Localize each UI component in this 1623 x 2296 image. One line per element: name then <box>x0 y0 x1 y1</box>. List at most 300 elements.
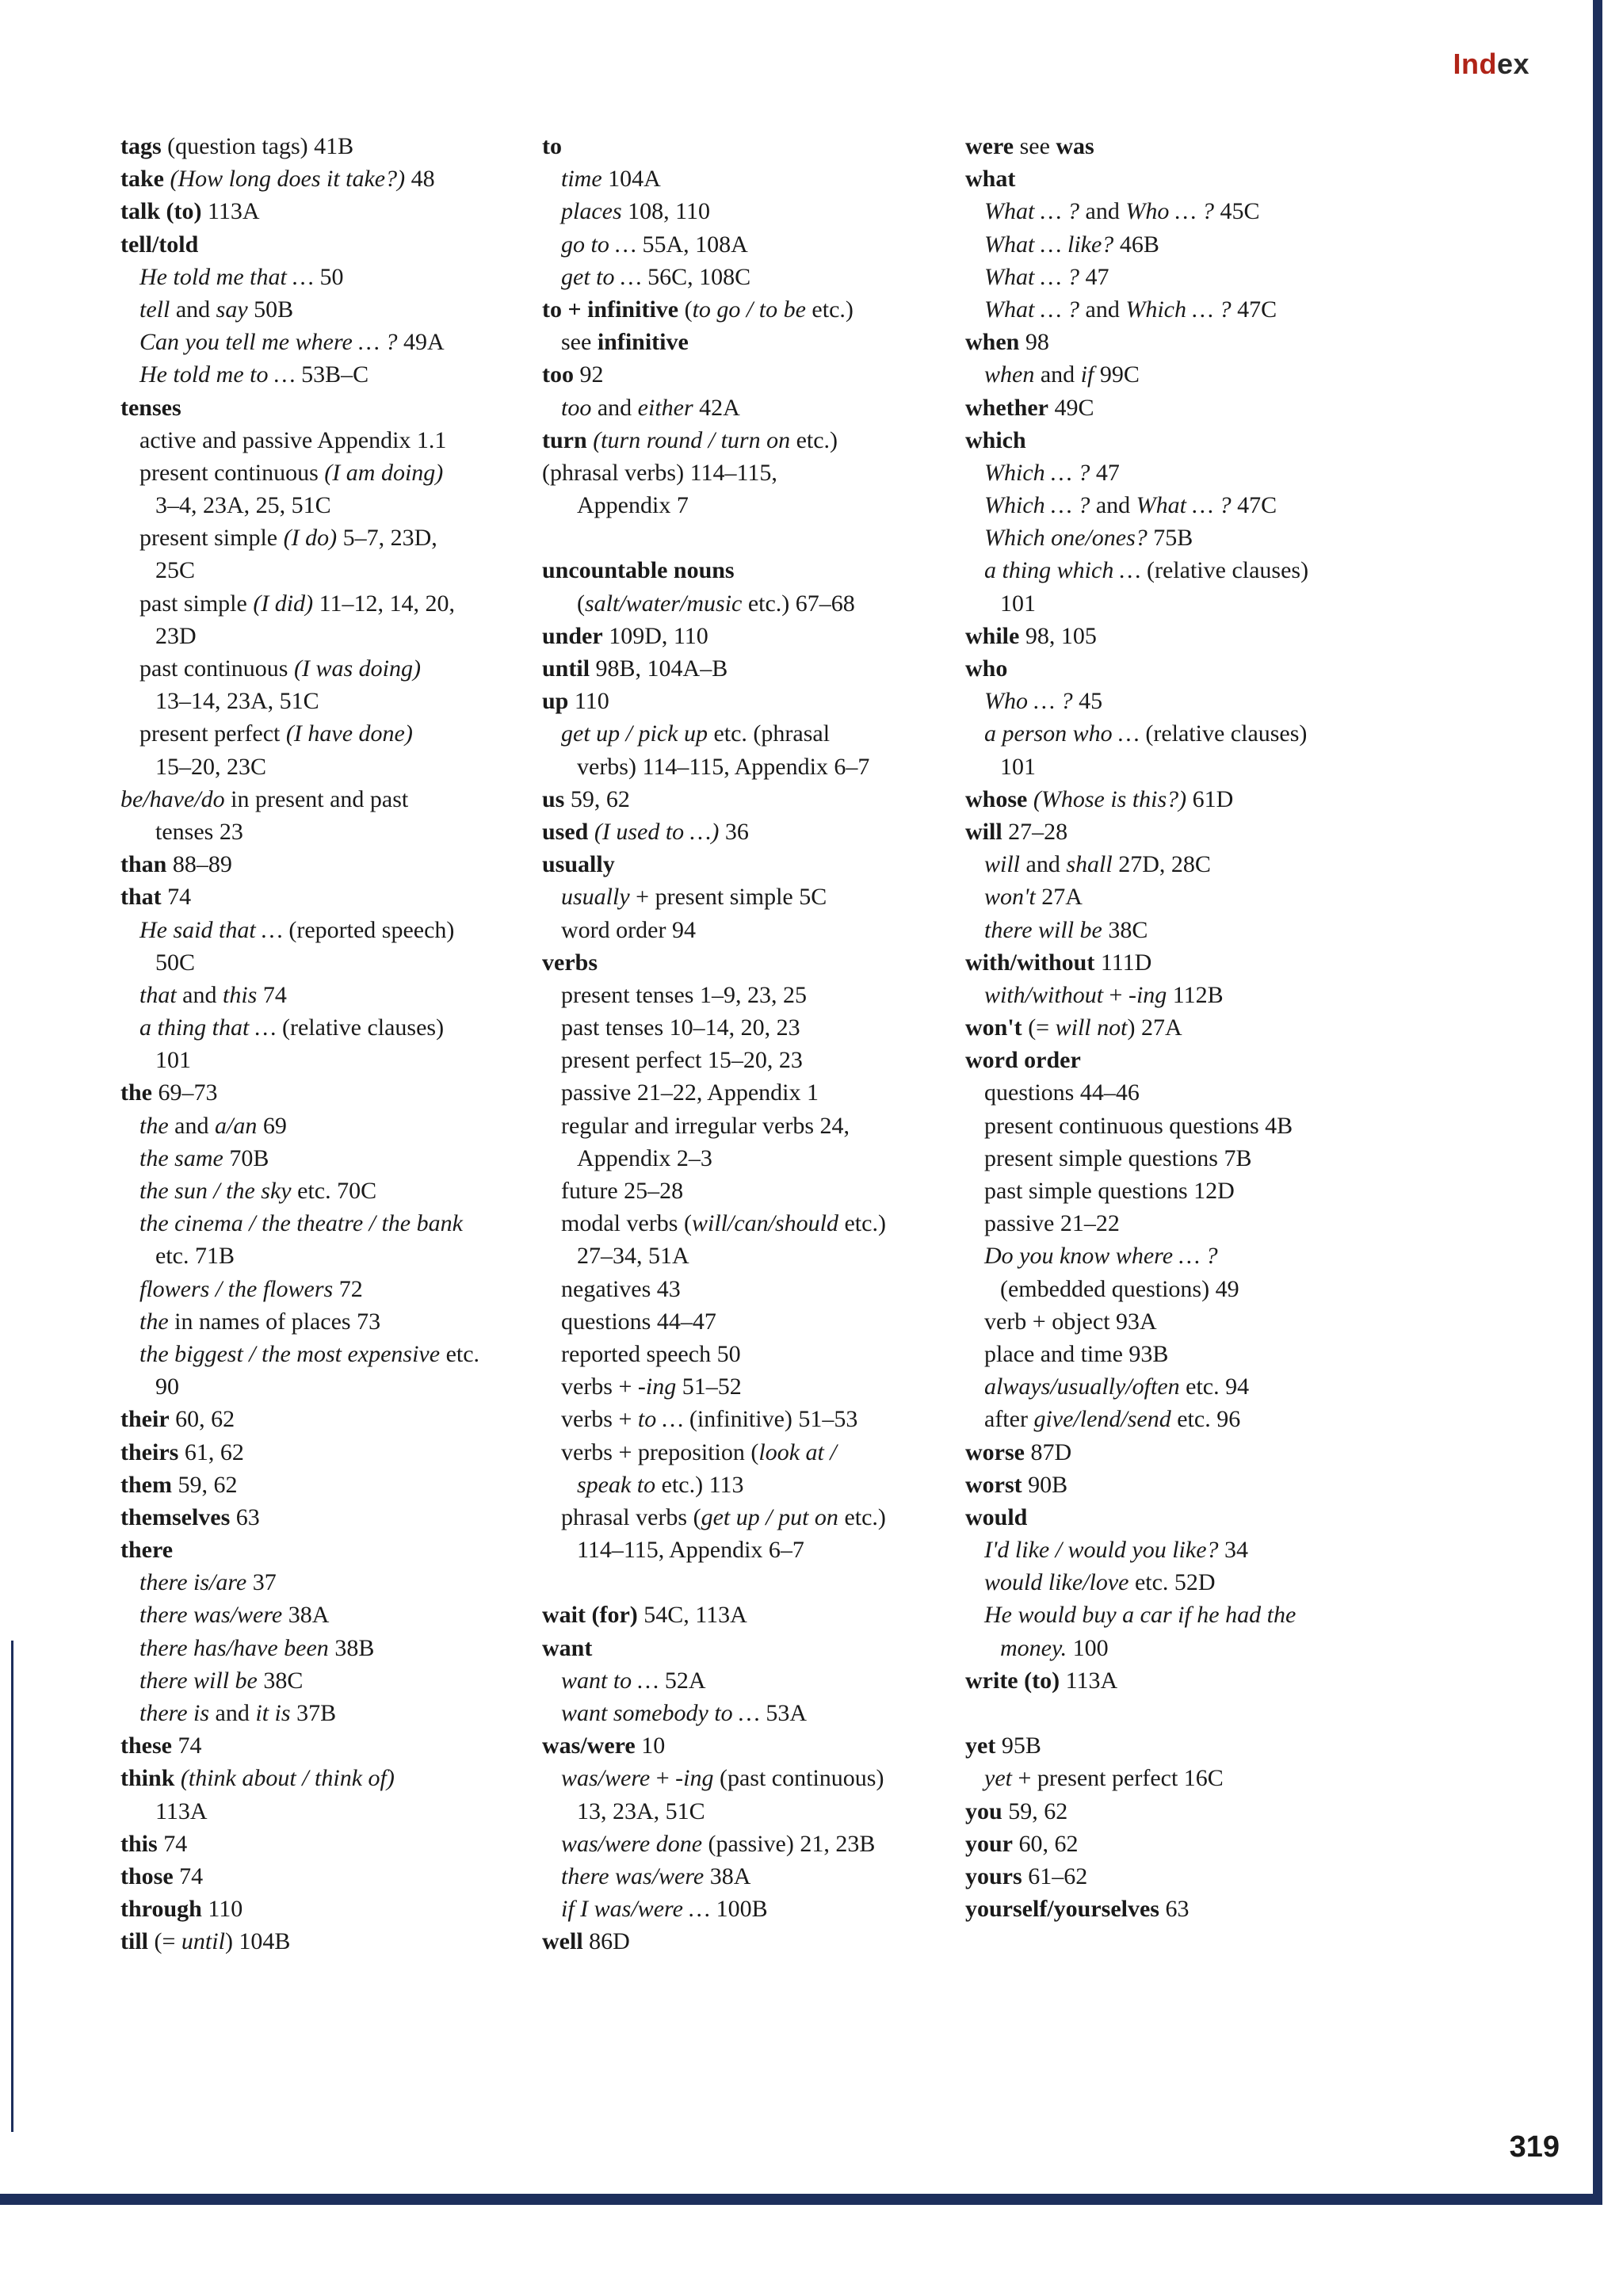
entry-example: Which … ? <box>984 492 1090 519</box>
index-subentry <box>965 261 1308 293</box>
entry-term: this <box>120 1830 158 1857</box>
index-entry <box>965 783 1308 816</box>
entry-text <box>174 1765 181 1791</box>
entry-text: 61, 62 <box>178 1438 244 1465</box>
entry-term: which <box>965 426 1026 453</box>
entry-text: + present simple 5C <box>629 884 827 911</box>
entry-text: future 25–28 <box>561 1178 684 1204</box>
index-entry <box>120 1534 479 1566</box>
index-entry <box>120 1893 479 1925</box>
entry-example: usually <box>561 884 630 911</box>
entry-text: 23D <box>155 622 197 649</box>
entry-text: 51–52 <box>676 1373 742 1400</box>
entry-text: 113A <box>201 198 260 225</box>
entry-text: 53A <box>759 1700 807 1726</box>
index-subentry <box>542 1403 886 1435</box>
entry-example: look at / <box>758 1438 837 1465</box>
index-subentry <box>542 1076 886 1109</box>
entry-example: -ing <box>1128 981 1167 1008</box>
entry-example: speak to <box>577 1471 656 1498</box>
index-subentry <box>965 1534 1308 1566</box>
index-subentry <box>542 1338 886 1370</box>
entry-text: 69–73 <box>152 1079 218 1106</box>
index-subentry <box>542 717 886 750</box>
entry-term: us <box>542 785 565 812</box>
page-number: 319 <box>1509 2130 1560 2164</box>
index-subentry <box>542 979 886 1011</box>
page-edge-border-bottom <box>0 2194 1602 2205</box>
entry-example: (Whose is this?) <box>1033 785 1187 812</box>
entry-text: 75B <box>1147 525 1193 552</box>
entry-text: 48 <box>405 166 435 193</box>
entry-term: write (to) <box>965 1667 1060 1694</box>
index-entry <box>542 1632 886 1664</box>
entry-text: 90B <box>1022 1471 1068 1498</box>
index-entry <box>965 1044 1308 1076</box>
index-subentry <box>120 1273 479 1305</box>
index-entry <box>965 392 1308 424</box>
entry-example: was/were <box>561 1765 651 1792</box>
index-subentry <box>120 554 479 586</box>
entry-text: 52A <box>659 1667 706 1694</box>
index-subentry <box>120 1664 479 1697</box>
entry-text: 25C <box>155 557 196 584</box>
entry-text: etc.) <box>838 1503 886 1530</box>
index-subentry <box>965 1566 1308 1599</box>
index-subentry <box>120 816 479 848</box>
entry-example: the <box>139 1308 169 1335</box>
entry-example: go to … <box>561 231 637 258</box>
entry-term: turn <box>542 426 587 453</box>
index-subentry <box>120 521 479 554</box>
entry-example: either <box>637 394 693 421</box>
entry-example: Which one/ones? <box>984 525 1148 552</box>
entry-text: present continuous questions 4B <box>984 1112 1293 1139</box>
index-subentry <box>542 751 886 783</box>
index-entry <box>120 195 479 227</box>
index-subentry <box>965 521 1308 554</box>
entry-example: He told me that … <box>139 263 314 290</box>
entry-text: 113A <box>155 1797 208 1824</box>
index-subentry <box>542 1534 886 1566</box>
entry-example: flowers / the flowers <box>139 1275 334 1302</box>
entry-text: 37B <box>290 1700 337 1726</box>
entry-text: 38C <box>1102 916 1148 943</box>
entry-example: (I was doing) <box>294 655 421 682</box>
index-entry <box>965 1795 1308 1828</box>
entry-text: 108, 110 <box>621 198 711 225</box>
index-entry <box>542 620 886 652</box>
index-entry <box>542 424 886 457</box>
index-subentry <box>965 1632 1308 1664</box>
index-entry <box>542 783 886 816</box>
index-subentry <box>965 1110 1308 1142</box>
entry-text: 72 <box>333 1275 363 1302</box>
index-subentry <box>542 195 886 227</box>
index-subentry <box>542 1436 886 1469</box>
entry-term: whether <box>965 394 1048 421</box>
entry-text: negatives 43 <box>561 1275 681 1302</box>
index-entry <box>542 1729 886 1762</box>
index-subentry <box>965 881 1308 913</box>
entry-term: than <box>120 851 167 878</box>
entry-text: ) 104B <box>224 1928 291 1955</box>
entry-text: questions 44–46 <box>984 1079 1140 1106</box>
entry-text: 60, 62 <box>169 1406 235 1433</box>
index-entry <box>120 1403 479 1435</box>
entry-example: Can you tell me where … ? <box>139 329 398 356</box>
page-header-index <box>1453 48 1529 81</box>
index-subentry <box>965 1076 1308 1109</box>
entry-term: tags <box>120 133 162 159</box>
index-subentry <box>120 751 479 783</box>
entry-example: will not <box>1055 1014 1128 1041</box>
entry-text: present perfect 15–20, 23 <box>561 1047 803 1074</box>
entry-text: past continuous <box>139 655 294 682</box>
entry-text: 10 <box>635 1733 666 1759</box>
entry-text: and <box>1020 851 1067 878</box>
entry-example: time <box>561 166 602 193</box>
index-entry <box>965 1501 1308 1534</box>
entry-text: past tenses 10–14, 20, 23 <box>561 1014 800 1041</box>
entry-text <box>164 166 170 192</box>
entry-text: see <box>1014 133 1056 159</box>
entry-text: 56C, 108C <box>641 263 751 290</box>
entry-term: to + infinitive <box>542 296 679 323</box>
entry-text: etc. 96 <box>1170 1406 1241 1433</box>
entry-text: etc. 71B <box>155 1243 235 1270</box>
entry-text: 90 <box>155 1373 179 1400</box>
index-subentry <box>120 717 479 750</box>
index-subentry <box>542 1664 886 1697</box>
index-subentry <box>120 1044 479 1076</box>
entry-text: 110 <box>201 1896 243 1923</box>
entry-example: I'd like / would you like? <box>984 1537 1219 1564</box>
index-subentry <box>120 1697 479 1729</box>
index-entry <box>542 130 886 162</box>
entry-text: verbs + <box>561 1373 638 1400</box>
entry-text: present tenses 1–9, 23, 25 <box>561 981 807 1008</box>
index-subentry <box>965 293 1308 326</box>
entry-text: 61–62 <box>1022 1862 1088 1889</box>
index-subentry <box>542 326 886 358</box>
entry-text: 27–34, 51A <box>577 1243 689 1270</box>
index-subentry <box>120 620 479 652</box>
entry-example: the same <box>139 1144 223 1171</box>
entry-text: 38B <box>328 1634 375 1661</box>
entry-text: etc.) <box>790 426 838 453</box>
entry-text: 37 <box>246 1569 277 1596</box>
entry-text: 98B, 104A–B <box>590 655 728 682</box>
entry-text: 60, 62 <box>1013 1830 1079 1857</box>
entry-text: ) 27A <box>1127 1014 1182 1041</box>
entry-term: was/were <box>542 1733 636 1759</box>
index-subentry <box>120 1338 479 1370</box>
entry-text: passive 21–22, Appendix 1 <box>561 1079 819 1106</box>
entry-text: 74 <box>257 981 287 1008</box>
entry-example: a person who … <box>984 720 1140 747</box>
entry-term: infinitive <box>597 329 689 356</box>
entry-example: He told me to … <box>139 361 296 388</box>
entry-text: 3–4, 23A, 25, 51C <box>155 492 331 519</box>
index-entry <box>542 1599 886 1631</box>
entry-term: want <box>542 1634 593 1661</box>
entry-term: you <box>965 1797 1002 1824</box>
entry-example: the biggest / the most expensive <box>139 1340 441 1367</box>
index-subentry <box>120 326 479 358</box>
entry-text: 63 <box>1159 1896 1190 1923</box>
entry-term: themselves <box>120 1503 231 1530</box>
entry-text: etc. (phrasal <box>707 720 831 747</box>
index-subentry <box>965 587 1308 620</box>
entry-text: 63 <box>230 1503 260 1530</box>
index-subentry <box>120 979 479 1011</box>
entry-term: yet <box>965 1733 996 1759</box>
entry-term: verbs <box>542 949 598 976</box>
entry-term: who <box>965 655 1008 682</box>
entry-text: present simple questions 7B <box>984 1144 1252 1171</box>
index-subentry <box>965 1207 1308 1240</box>
index-subentry <box>965 1338 1308 1370</box>
entry-example: -ing <box>675 1765 714 1792</box>
index-entry <box>120 848 479 881</box>
entry-term: with/without <box>965 949 1095 976</box>
index-subentry <box>965 1403 1308 1435</box>
entry-example: get up / pick up <box>561 720 708 747</box>
entry-text: 98 <box>1019 329 1049 356</box>
index-entry <box>965 1729 1308 1762</box>
entry-term: uncountable nouns <box>542 557 735 584</box>
entry-term: worse <box>965 1438 1025 1465</box>
entry-text: verbs + <box>561 1406 638 1433</box>
index-entry <box>542 1925 886 1958</box>
entry-term: tenses <box>120 394 181 421</box>
index-subentry <box>965 979 1308 1011</box>
entry-example: if <box>1080 361 1094 388</box>
entry-example: always/usually/often <box>984 1373 1180 1400</box>
entry-term: the <box>120 1079 152 1106</box>
entry-text: 101 <box>1000 753 1036 780</box>
entry-example: Who … ? <box>984 688 1073 715</box>
entry-text: questions 44–47 <box>561 1308 716 1335</box>
entry-example: too <box>561 394 592 421</box>
entry-text: 104A <box>601 166 661 193</box>
index-subentry <box>965 554 1308 586</box>
entry-text: 74 <box>173 1862 204 1889</box>
index-entry <box>120 1501 479 1534</box>
entry-text: (embedded questions) 49 <box>1000 1275 1239 1302</box>
index-subentry <box>542 1795 886 1828</box>
index-entry <box>120 1729 479 1762</box>
entry-text: (relative clauses) <box>1140 557 1309 584</box>
index-subentry <box>120 424 479 457</box>
entry-term: to <box>542 133 562 159</box>
entry-text: verbs + preposition ( <box>561 1438 759 1465</box>
entry-text: 27D, 28C <box>1112 851 1211 878</box>
entry-term: when <box>965 329 1020 356</box>
entry-text: active and passive Appendix 1.1 <box>139 426 447 453</box>
entry-example: -ing <box>637 1373 677 1400</box>
index-subentry <box>120 489 479 521</box>
index-entry <box>965 424 1308 457</box>
entry-example: get to … <box>561 263 642 290</box>
entry-text: 74 <box>171 1733 202 1759</box>
entry-text: Appendix 2–3 <box>577 1144 712 1171</box>
entry-example: What … ? <box>1136 492 1232 519</box>
index-subentry <box>965 685 1308 717</box>
entry-text: etc.) <box>805 296 854 323</box>
entry-term: well <box>542 1928 583 1955</box>
entry-term: till <box>120 1928 148 1955</box>
entry-example: What … ? <box>984 198 1079 225</box>
index-subentry <box>542 1828 886 1860</box>
index-subentry <box>965 1142 1308 1175</box>
entry-example: with/without <box>984 981 1104 1008</box>
entry-text: place and time 93B <box>984 1340 1169 1367</box>
entry-text: 38A <box>282 1602 330 1629</box>
entry-text: (phrasal verbs) 114–115, <box>542 459 777 486</box>
index-subentry <box>120 685 479 717</box>
index-entry <box>542 946 886 979</box>
entry-text: 50 <box>313 263 344 290</box>
entry-term: up <box>542 688 569 715</box>
index-entry <box>120 392 479 424</box>
index-subentry <box>542 1207 886 1240</box>
entry-example: a thing which … <box>984 557 1141 584</box>
index-entry <box>120 1762 479 1794</box>
entry-text: present simple <box>139 525 284 552</box>
index-subentry <box>542 1240 886 1272</box>
index-subentry <box>120 457 479 489</box>
entry-text: 38C <box>257 1667 304 1694</box>
entry-text: see <box>561 329 598 356</box>
index-subentry <box>542 162 886 195</box>
entry-term: until <box>542 655 590 682</box>
entry-text: (reported speech) <box>282 916 455 943</box>
index-entry <box>965 1469 1308 1501</box>
index-subentry <box>542 1110 886 1142</box>
entry-example: Which … ? <box>1125 296 1232 323</box>
entry-text: 50B <box>247 296 294 323</box>
entry-text: 111D <box>1094 949 1152 976</box>
entry-text: past simple questions 12D <box>984 1178 1235 1204</box>
entry-example: give/lend/send <box>1033 1406 1171 1433</box>
entry-example: to … <box>637 1406 684 1433</box>
entry-example: will <box>984 851 1021 878</box>
index-subentry <box>965 1599 1308 1631</box>
entry-example: (I do) <box>283 525 338 552</box>
entry-term: that <box>120 884 162 911</box>
entry-example: there will be <box>984 916 1102 943</box>
entry-text: (passive) 21, 23B <box>702 1830 876 1857</box>
index-column-1 <box>120 130 479 1958</box>
entry-text: and <box>1090 492 1136 519</box>
index-subentry <box>965 914 1308 946</box>
entry-term: them <box>120 1471 172 1498</box>
entry-text: phrasal verbs ( <box>561 1503 701 1530</box>
index-entry <box>965 1664 1308 1697</box>
entry-example: there is <box>139 1700 210 1726</box>
index-subentry <box>120 1175 479 1207</box>
entry-term: theirs <box>120 1438 179 1465</box>
entry-text: and <box>209 1700 256 1726</box>
entry-example: money. <box>1000 1634 1067 1661</box>
entry-example: that <box>139 981 177 1008</box>
index-entry <box>542 848 886 881</box>
entry-example: if I was/were … <box>561 1896 711 1923</box>
entry-example: when <box>984 361 1035 388</box>
entry-text: and <box>1079 198 1126 225</box>
index-entry <box>120 1828 479 1860</box>
entry-text: 100 <box>1067 1634 1109 1661</box>
index-subentry <box>120 1240 479 1272</box>
entry-text: 15–20, 23C <box>155 753 267 780</box>
entry-text: 113A <box>1060 1667 1118 1694</box>
entry-example: get up / put on <box>701 1503 838 1530</box>
entry-text: 5–7, 23D, <box>337 525 437 552</box>
entry-term: their <box>120 1406 170 1433</box>
entry-text: 49C <box>1048 394 1094 421</box>
index-entry <box>542 358 886 391</box>
index-subentry <box>965 1762 1308 1794</box>
entry-text: (relative clauses) <box>1139 720 1308 747</box>
index-entry <box>542 685 886 717</box>
entry-term: yours <box>965 1862 1022 1889</box>
index-subentry <box>120 587 479 620</box>
header-title-accent: Ind <box>1453 48 1497 80</box>
index-subentry <box>965 1175 1308 1207</box>
entry-example: What … ? <box>984 296 1079 323</box>
entry-text: past simple <box>139 590 254 617</box>
entry-text: 45 <box>1072 688 1103 715</box>
page-edge-border-left <box>11 1641 13 2132</box>
entry-example: to go / to be <box>692 296 806 323</box>
entry-text: 47 <box>1090 459 1120 486</box>
entry-text: passive 21–22 <box>984 1210 1120 1237</box>
entry-text: 49A <box>397 329 445 356</box>
index-subentry <box>120 946 479 979</box>
entry-text: present perfect <box>139 720 286 747</box>
index-entry <box>120 228 479 261</box>
index-entry <box>965 620 1308 652</box>
index-subentry <box>542 489 886 521</box>
index-subentry <box>120 1566 479 1599</box>
entry-term: won't <box>965 1014 1022 1041</box>
entry-term: used <box>542 818 589 845</box>
entry-text: in present and past <box>224 785 409 812</box>
index-subentry <box>965 1240 1308 1272</box>
index-subentry <box>120 1632 479 1664</box>
entry-term: usually <box>542 851 615 878</box>
entry-text: after <box>984 1406 1034 1433</box>
entry-example: Which … ? <box>984 459 1090 486</box>
entry-text: ( <box>678 296 693 323</box>
entry-example: say <box>216 296 248 323</box>
entry-example: (think about / think of) <box>180 1765 395 1792</box>
index-entry <box>120 1860 479 1893</box>
entry-text: 92 <box>574 361 604 388</box>
index-subentry <box>965 751 1308 783</box>
entry-text: etc. 52D <box>1128 1569 1216 1596</box>
entry-text: Appendix 7 <box>577 492 689 519</box>
index-subentry <box>542 1501 886 1534</box>
index-entry <box>120 783 479 816</box>
entry-text: 46B <box>1113 231 1159 258</box>
entry-text: 47C <box>1231 492 1277 519</box>
index-entry <box>542 293 886 326</box>
entry-example: will/can/should <box>691 1210 838 1237</box>
entry-example: (I am doing) <box>324 459 444 486</box>
